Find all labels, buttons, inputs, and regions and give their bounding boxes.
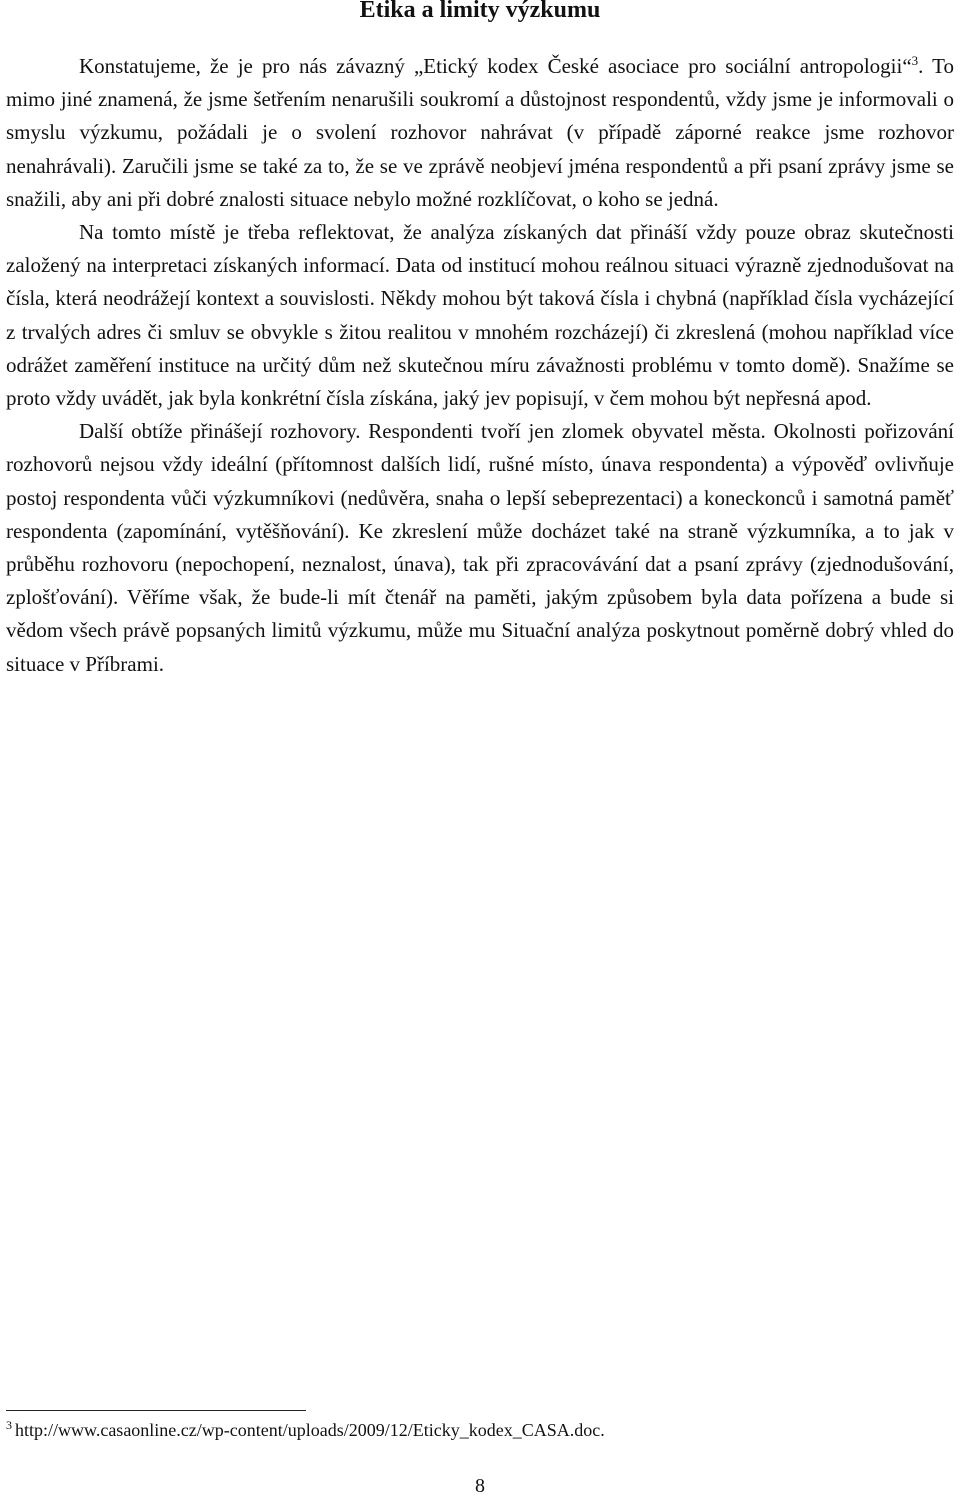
paragraph-ethics-text-start: Konstatujeme, že je pro nás závazný „Etický kodex České asociace pro sociální antropologii“ [79, 54, 912, 78]
footnote-reference: 3 [911, 53, 919, 68]
footnote-link[interactable]: http://www.casaonline.cz/wp-content/uploads/2009/12/Eticky_kodex_CASA.doc. [15, 1420, 605, 1440]
footnote-number: 3 [6, 1418, 12, 1432]
page-number: 8 [475, 1475, 485, 1497]
footnote [6, 1418, 946, 1442]
paragraph-ethics [6, 50, 954, 216]
footnote-separator [6, 1410, 306, 1411]
paragraph-ethics-text-end: . To mimo jiné znamená, že jsme šetřením nenarušili soukromí a důstojnost respondentů, vždy jsme je informovali o smyslu výzkumu, požádali je o svolení rozhovor nahrávat (v případě záporné reakce jsme rozhovor nenahrávali). Zaručili jsme se také za to, že se ve zprávě neobjeví jména respondentů a při psaní zprávy jsme se snažili, aby ani při dobré znalosti situace nebylo možné rozklíčovat, o koho se jedná. [6, 54, 954, 211]
paragraph-interview-limits: Další obtíže přinášejí rozhovory. Respondenti tvoří jen zlomek obyvatel města. Okolnosti pořizování rozhovorů nejsou vždy ideální (přítomnost dalších lidí, rušné místo, únava respondenta) a výpověď ovlivňuje postoj respondenta vůči výzkumníkovi (nedůvěra, snaha o lepší sebeprezentaci) a koneckonců i samotná paměť respondenta (zapomínání, vytěšňování). Ke zkreslení může docházet také na straně výzkumníka, a to jak v průběhu rozhovoru (nepochopení, neznalost, únava), tak při zpracovávání dat a psaní zprávy (zjednodušování, zplošťování). Věříme však, že bude-li mít čtenář na paměti, jakým způsobem byla data pořízena a bude si vědom všech právě popsaných limitů výzkumu, může mu Situační analýza poskytnout poměrně dobrý vhled do situace v Příbrami. [6, 419, 954, 676]
section-heading: Etika a limity výzkumu [359, 0, 601, 23]
paragraph-data-limits: Na tomto místě je třeba reflektovat, že analýza získaných dat přináší vždy pouze obraz skutečnosti založený na interpretaci získaných informací. Data od institucí mohou reálnou situaci výrazně zjednodušovat na čísla, která neodrážejí kontext a souvislosti. Někdy mohou být taková čísla i chybná (například čísla vycházející z trvalých adres či smluv se obvykle s žitou realitou v mnohém rozcházejí) či zkreslená (mohou například více odrážet zaměření instituce na určitý dům než skutečnou míru závažnosti problému v tomto domě). Snažíme se proto vždy uvádět, jak byla konkrétní čísla získána, jaký jev popisují, v čem mohou být nepřesná apod. [6, 220, 954, 411]
body-text [6, 50, 954, 681]
